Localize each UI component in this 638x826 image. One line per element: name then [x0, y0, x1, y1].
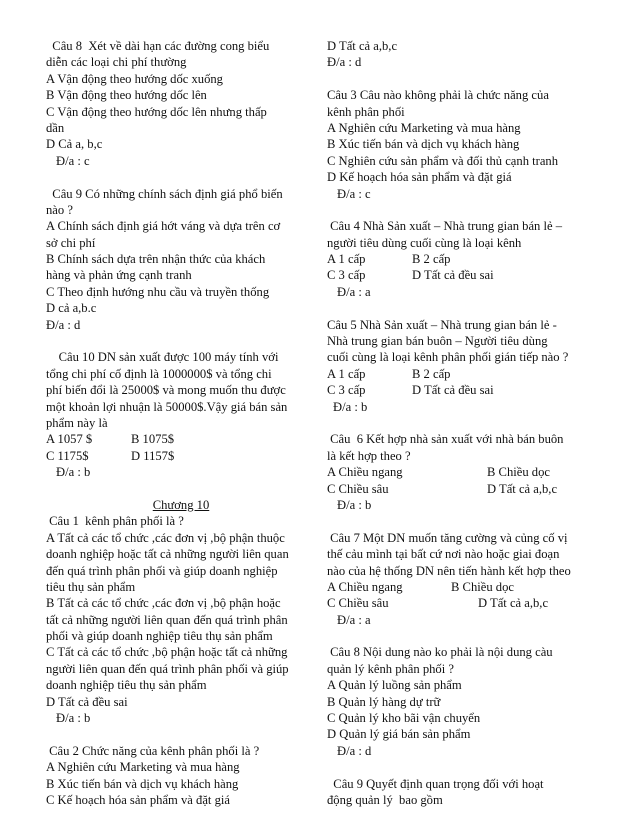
question-line: Câu 5 Nhà Sản xuất – Nhà trung gian bán lẻ - [327, 317, 557, 332]
option-b: B Xúc tiến bán và dịch vụ khách hàng [46, 776, 239, 791]
options-row [327, 366, 595, 382]
options-row [327, 595, 595, 611]
option-c: C Chiều sâu [327, 481, 389, 496]
option-a: A 1057 $ [46, 432, 93, 447]
option-d: D Tất cả a,b,c [487, 481, 558, 496]
option-a: A Nghiên cứu Marketing và mua hàng [327, 120, 521, 135]
option-a-cont: tiêu thụ sản phẩm [46, 579, 136, 594]
answer: Đ/a : d [327, 55, 362, 70]
question-line: Câu 1 kênh phân phối là ? [46, 514, 184, 529]
ch10-question-8 [327, 644, 595, 759]
ch10-question-3 [327, 87, 595, 202]
option-b: B Chính sách dựa trên nhận thức của khách [46, 252, 266, 267]
option-b: B 1075$ [131, 432, 175, 447]
option-b: B Chiều dọc [451, 579, 514, 594]
option-b: B Quản lý hàng dự trữ [327, 694, 441, 709]
option-d: D cả a,b.c [46, 301, 97, 316]
answer: Đ/a : c [56, 153, 90, 168]
question-line: phí biến đổi là 25000$ và mong muốn thu được [46, 383, 286, 398]
question-line: nào của hệ thống DN nên tiến hành kết hợp theo [327, 563, 571, 578]
ch10-question-2-cont [327, 38, 595, 71]
question-line: Câu 8 Xét về dài hạn các đường cong biểu [46, 39, 270, 53]
option-b-cont: hàng và phản ứng cạnh tranh [46, 268, 192, 283]
option-b: B 2 cấp [412, 366, 451, 381]
question-line: Câu 9 Quyết định quan trọng đối với hoạt [327, 776, 544, 791]
option-c: C Chiều sâu [327, 596, 389, 611]
option-d: D Tất cả a,b,c [478, 596, 549, 611]
answer: Đ/a : c [337, 186, 371, 201]
question-line: cuối cùng là loại kênh phân phối gián tiếp nào ? [327, 350, 569, 365]
question-line: nào ? [46, 202, 73, 217]
option-c-cont: dần [46, 120, 65, 135]
option-c: C Tất cả các tổ chức ,bộ phận hoặc tất cả những [46, 645, 288, 660]
option-a-cont: doanh nghiệp hoặc tất cả những người liên quan [46, 547, 289, 562]
ch10-question-6 [327, 431, 595, 513]
answer: Đ/a : b [56, 711, 91, 726]
question-line: Câu 6 Kết hợp nhà sản xuất với nhà bán buôn [327, 432, 564, 447]
answer: Đ/a : a [337, 612, 371, 627]
question-line: người tiêu dùng cuối cùng là loại kênh [327, 235, 522, 250]
option-a: A Chiều ngang [327, 465, 403, 480]
ch10-question-1 [46, 513, 316, 726]
option-b: B Tất cả các tổ chức ,các đơn vị ,bộ phận hoặc [46, 596, 281, 611]
option-c-cont: người liên quan đến quá trình phân phối và giúp [46, 661, 289, 676]
right-column [327, 38, 595, 808]
option-c-cont: doanh nghiệp tiêu thụ sản phẩm [46, 678, 207, 693]
question-line: tổng chi phí cố định là 1000000$ và tổng chi [46, 366, 272, 381]
option-b: B 2 cấp [412, 252, 451, 267]
option-d: D Quản lý giá bán sản phẩm [327, 727, 471, 742]
option-b: B Vận động theo hướng dốc lên [46, 88, 207, 103]
option-b: B Chiều dọc [487, 465, 550, 480]
chapter-heading: Chương 10 [152, 497, 210, 512]
question-line: Câu 9 Có những chính sách định giá phổ biến [46, 186, 283, 201]
question-line: diễn các loại chi phí thường [46, 55, 187, 70]
answer: Đ/a : d [46, 317, 81, 332]
question-line: Câu 2 Chức năng của kênh phân phối là ? [46, 743, 260, 758]
option-b-cont: phối và giúp doanh nghiệp tiêu thụ sản phẩm [46, 629, 273, 644]
option-a: A 1 cấp [327, 366, 366, 381]
option-a-cont: sở chi phí [46, 235, 96, 250]
answer: Đ/a : b [56, 465, 91, 480]
option-c: C Nghiên cứu sản phẩm và đối thủ cạnh tranh [327, 153, 559, 168]
option-c: C Theo định hướng nhu cầu và truyền thống [46, 284, 270, 299]
options-row [327, 251, 595, 267]
option-d: D Tất cả đều sai [46, 694, 128, 709]
ch10-question-9 [327, 776, 595, 809]
question-line: Câu 10 DN sản xuất được 100 máy tính với [46, 350, 279, 365]
question-10 [46, 349, 316, 480]
options-row [327, 481, 595, 497]
option-d: D Cả a, b,c [46, 137, 103, 152]
options-row [46, 431, 316, 447]
options-row [327, 464, 595, 480]
question-line: kênh phân phối [327, 104, 405, 119]
option-a-cont: đến quá trình phân phối và giúp doanh nghiệp [46, 563, 278, 578]
option-c: C 3 cấp [327, 268, 366, 283]
option-a: A Chính sách định giá hớt váng và dựa trên cơ [46, 219, 281, 234]
option-a: A Nghiên cứu Marketing và mua hàng [46, 760, 240, 775]
question-line: động quản lý bao gồm [327, 792, 443, 807]
option-c: C Kế hoạch hóa sản phẩm và đặt giá [46, 792, 230, 807]
ch10-question-7 [327, 530, 595, 628]
question-line: quản lý kênh phân phối ? [327, 661, 454, 676]
question-line: thế cảu mình tại bất cứ nơi nào hoặc giai đoạn [327, 547, 560, 562]
option-c: C Quản lý kho bãi vận chuyển [327, 711, 481, 726]
option-a: A 1 cấp [327, 252, 366, 267]
question-line: là kết hợp theo ? [327, 448, 411, 463]
question-line: Câu 4 Nhà Sản xuất – Nhà trung gian bán lẻ – [327, 219, 563, 234]
question-8 [46, 38, 316, 169]
question-line: phẩm này là [46, 415, 108, 430]
option-d: D Tất cả a,b,c [327, 39, 398, 53]
options-row [327, 579, 595, 595]
ch10-question-5 [327, 317, 595, 415]
answer: Đ/a : b [337, 497, 372, 512]
option-b: B Xúc tiến bán và dịch vụ khách hàng [327, 137, 520, 152]
option-a: A Chiều ngang [327, 579, 403, 594]
option-c: C Vận động theo hướng dốc lên nhưng thấp [46, 104, 267, 119]
options-row [327, 267, 595, 283]
option-d: D Tất cả đều sai [412, 383, 494, 398]
answer: Đ/a : b [333, 399, 368, 414]
options-row [46, 448, 316, 464]
option-b-cont: tất cả những người liên quan đến quá trình phân [46, 612, 288, 627]
option-c: C 1175$ [46, 448, 89, 463]
option-a: A Tất cả các tổ chức ,các đơn vị ,bộ phận thuộc [46, 530, 285, 545]
left-column [46, 38, 316, 808]
question-line: Nhà trung gian bán buôn – Người tiêu dùng [327, 334, 548, 349]
option-a: A Vận động theo hướng dốc xuống [46, 71, 223, 86]
options-row [327, 382, 595, 398]
question-line: một khoản lợi nhuận là 50000$.Vậy giá bán sản [46, 399, 288, 414]
question-line: Câu 8 Nội dung nào ko phải là nội dung càu [327, 645, 553, 660]
option-a: A Quản lý luồng sản phẩm [327, 678, 462, 693]
ch10-question-4 [327, 218, 595, 300]
option-d: D Kế hoạch hóa sản phẩm và đặt giá [327, 170, 512, 185]
answer: Đ/a : a [337, 284, 371, 299]
option-c: C 3 cấp [327, 383, 366, 398]
question-9 [46, 186, 316, 334]
question-line: Câu 3 Câu nào không phải là chức năng của [327, 88, 549, 103]
option-d: D Tất cả đều sai [412, 268, 494, 283]
option-d: D 1157$ [131, 448, 175, 463]
answer: Đ/a : d [337, 743, 372, 758]
question-line: Câu 7 Một DN muốn tăng cường và củng cố vị [327, 530, 568, 545]
ch10-question-2 [46, 743, 316, 809]
